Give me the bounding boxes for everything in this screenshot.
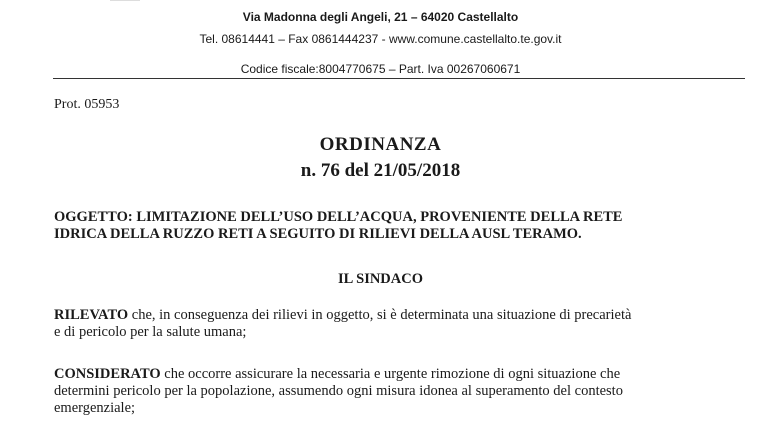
considerato-line-2: determini pericolo per la popolazione, assumendo ogni misura idonea al superamento del contesto [54,383,623,399]
rilevato-paragraph [54,307,754,341]
mayor-heading: IL SINDACO [337,271,423,287]
subject-line-1: OGGETTO: LIMITAZIONE DELL’USO DELL’ACQUA, PROVENIENTE DELLA RETE [54,209,623,225]
considerato-text-1: che occorre assicurare la necessaria e urgente rimozione di ogni situazione che [160,366,621,382]
rilevato-line-1 [54,307,754,324]
subject-block [54,209,754,243]
protocol-number: Prot. 05953 [54,97,120,112]
logo-remnant [110,0,140,7]
considerato-paragraph [54,366,754,417]
rilevato-line-2: e di pericolo per la salute umana; [54,324,247,340]
subject-line-2: IDRICA DELLA RUZZO RETI A SEGUITO DI RILIEVI DELLA AUSL TERAMO. [54,226,582,242]
considerato-line-1 [54,366,754,383]
header-divider [53,78,745,79]
rilevato-text-1: che, in conseguenza dei rilievi in oggetto, si è determinata una situazione di precarietà [128,307,632,323]
fiscal-code-line: Codice fiscale:8004770675 – Part. Iva 00267060671 [240,62,521,76]
considerato-keyword: CONSIDERATO [54,366,161,382]
document-title: ORDINANZA [319,134,442,155]
considerato-line-3: emergenziale; [54,400,136,416]
contacts-line: Tel. 08614441 – Fax 0861444237 - www.comune.castellalto.te.gov.it [199,32,562,46]
address-line: Via Madonna degli Angeli, 21 – 64020 Castellalto [242,10,519,24]
ordinance-number: n. 76 del 21/05/2018 [300,160,461,181]
rilevato-keyword: RILEVATO [54,307,129,323]
